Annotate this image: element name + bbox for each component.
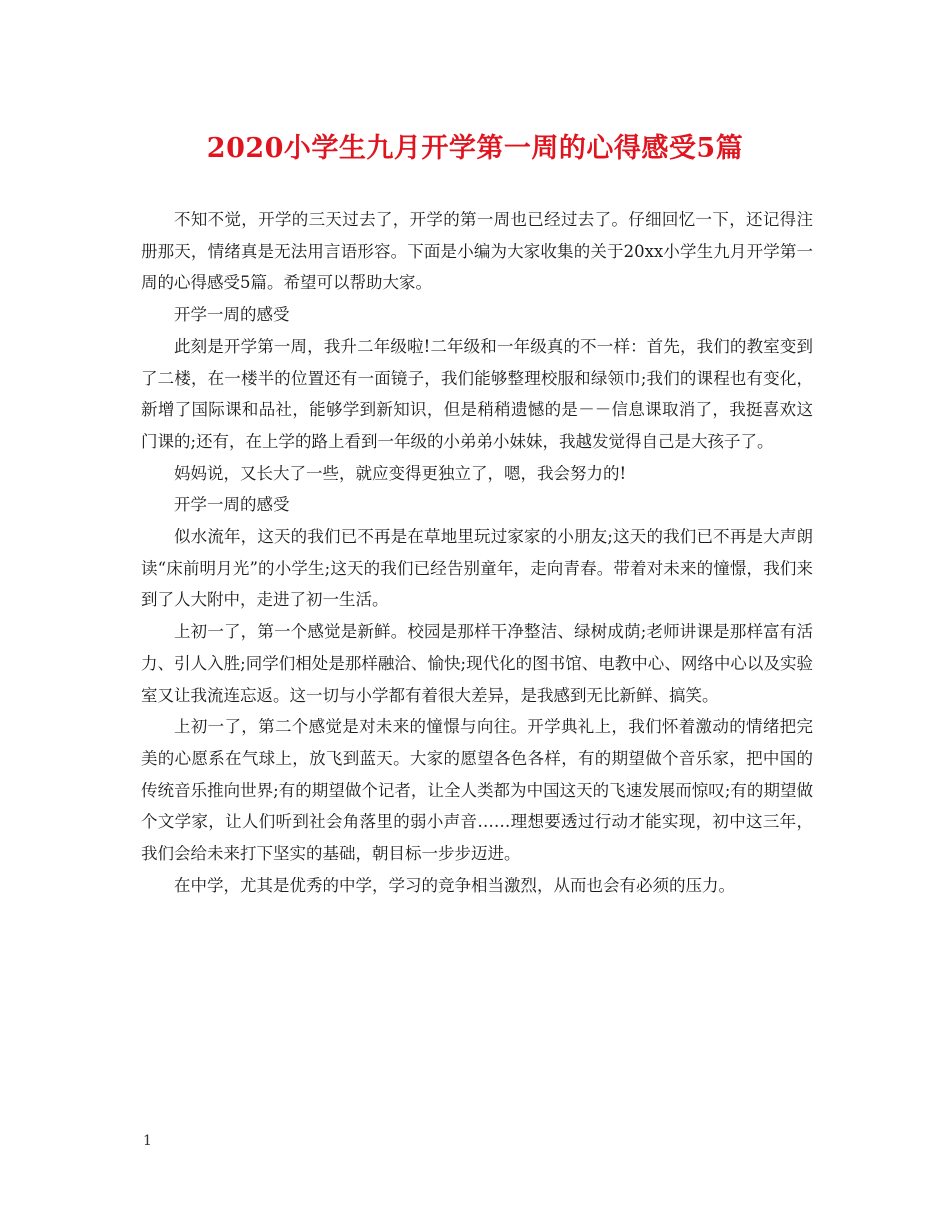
paragraph: 似水流年，这天的我们已不再是在草地里玩过家家的小朋友;这天的我们已不再是大声朗读“床前明月光”的小学生;这天的我们已经告别童年，走向青春。带着对未来的憧憬，我们来到了人大附中，走进了初一生活。 (141, 527, 813, 610)
paragraph: 上初一了，第一个感觉是新鲜。校园是那样干净整洁、绿树成荫;老师讲课是那样富有活力、引人入胜;同学们相处是那样融洽、愉快;现代化的图书馆、电教中心、网络中心以及实验室又让我流连忘返。这一切与小学都有着很大差异，是我感到无比新鲜、搞笑。 (141, 622, 813, 705)
section-heading-2: 开学一周的感受 (174, 495, 290, 515)
paragraph: 此刻是开学第一周，我升二年级啦!二年级和一年级真的不一样：首先，我们的教室变到了二楼，在一楼半的位置还有一面镜子，我们能够整理校服和绿领巾;我们的课程也有变化，新增了国际课和品社，能够学到新知识，但是稍稍遗憾的是－－信息课取消了，我挺喜欢这门课的;还有，在上学的路上看到一年级的小弟弟小妹妹，我越发觉得自己是大孩子了。 (141, 336, 813, 451)
document-body (141, 204, 813, 901)
paragraph: 妈妈说，又长大了一些，就应变得更独立了，嗯，我会努力的! (174, 463, 627, 483)
document-title: 2020小学生九月开学第一周的心得感受5篇 (206, 133, 744, 164)
paragraph: 上初一了，第二个感觉是对未来的憧憬与向往。开学典礼上，我们怀着激动的情绪把完美的心愿系在气球上，放飞到蓝天。大家的愿望各色各样，有的期望做个音乐家，把中国的传统音乐推向世界;有的期望做个记者，让全人类都为中国这天的飞速发展而惊叹;有的期望做个文学家，让人们听到社会角落里的弱小声音……理想要透过行动才能实现，初中这三年，我们会给未来打下坚实的基础，朝目标一步步迈进。 (141, 717, 813, 864)
page-number: 1 (143, 1133, 152, 1149)
paragraph: 在中学，尤其是优秀的中学，学习的竞争相当激烈，从而也会有必须的压力。 (174, 875, 735, 895)
paragraph-intro: 不知不觉，开学的三天过去了，开学的第一周也已经过去了。仔细回忆一下，还记得注册那天，情绪真是无法用言语形容。下面是小编为大家收集的关于20xx小学生九月开学第一周的心得感受5篇。希望可以帮助大家。 (141, 210, 813, 293)
section-heading-1: 开学一周的感受 (174, 305, 290, 325)
